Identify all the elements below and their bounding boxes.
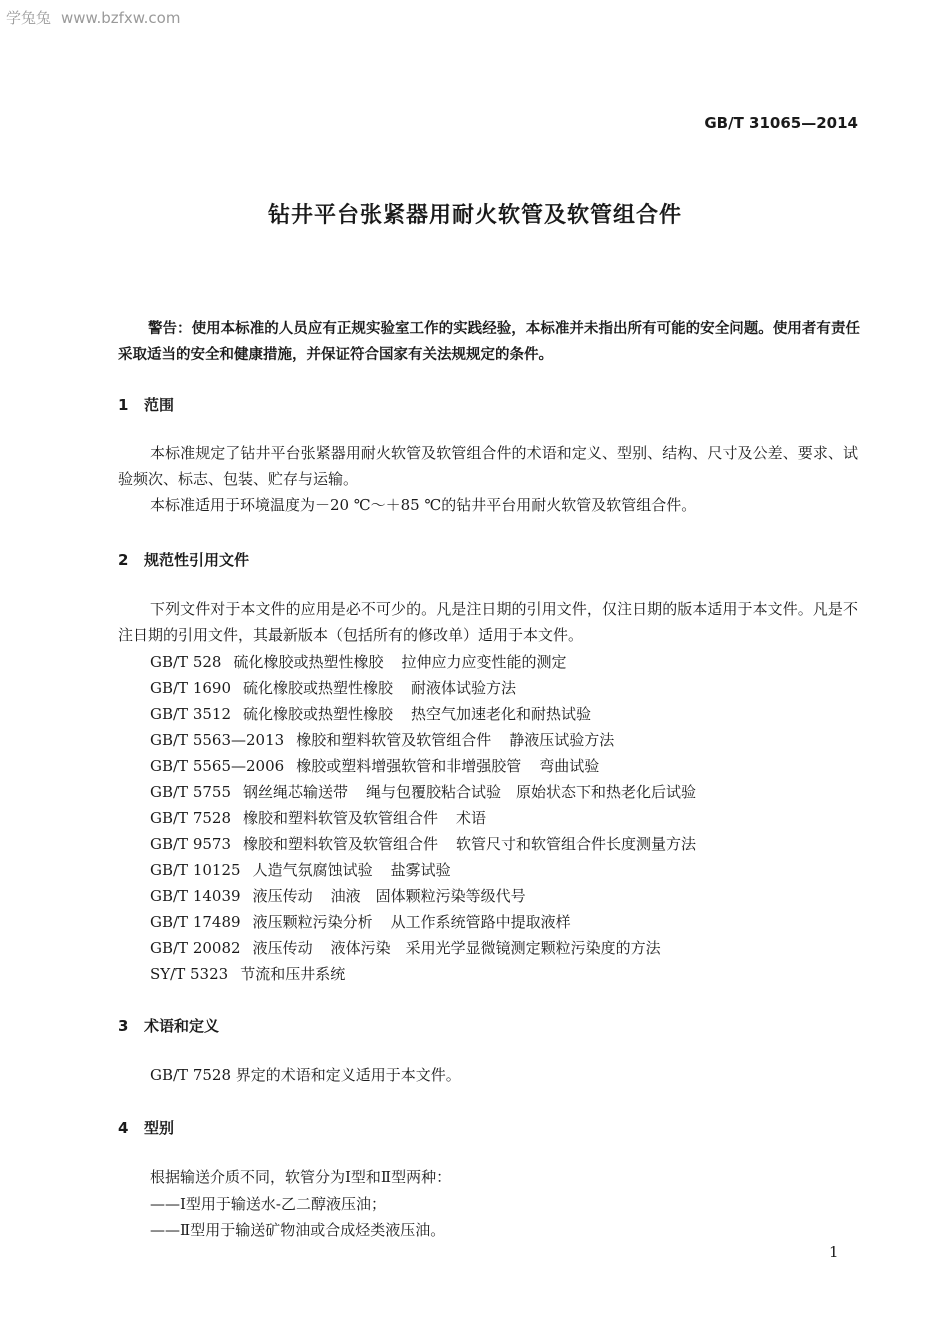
section-number: 3: [118, 1017, 129, 1035]
reference-code: GB/T 10125: [150, 861, 241, 879]
reference-code: GB/T 17489: [150, 913, 241, 931]
reference-code: GB/T 7528: [150, 809, 232, 827]
reference-title-part: 静液压试验方法: [509, 731, 615, 749]
reference-title-part: 硫化橡胶或热塑性橡胶: [243, 705, 394, 723]
reference-title-part: 油液 固体颗粒污染等级代号: [330, 887, 526, 905]
reference-item: [150, 807, 486, 828]
reference-title-part: 橡胶和塑料软管及软管组合件: [296, 731, 492, 749]
page-number: 1: [829, 1243, 839, 1261]
reference-code: GB/T 1690: [150, 679, 232, 697]
reference-title-part: 液压颗粒污染分析: [252, 913, 373, 931]
terms-paragraph: GB/T 7528 界定的术语和定义适用于本文件。: [150, 1066, 461, 1084]
reference-code: SY/T 5323: [150, 965, 229, 983]
reference-title-part: 热空气加速老化和耐热试验: [411, 705, 592, 723]
reference-title-part: 拉伸应力应变性能的测定: [401, 653, 567, 671]
section-heading-1: [118, 394, 174, 415]
reference-title-part: 橡胶和塑料软管及软管组合件: [243, 835, 439, 853]
watermark-site: www.bzfxw.com: [61, 9, 181, 27]
type-list-item: ——Ⅱ型用于输送矿物油或合成烃类液压油。: [150, 1221, 446, 1239]
reference-title-part: 软管尺寸和软管组合件长度测量方法: [456, 835, 697, 853]
reference-item: [150, 677, 516, 698]
reference-title-part: 硫化橡胶或热塑性橡胶: [233, 653, 384, 671]
reference-item: [150, 859, 451, 880]
section-number: 4: [118, 1119, 129, 1137]
reference-title-part: 弯曲试验: [539, 757, 600, 775]
reference-title-part: 液压传动: [252, 939, 313, 957]
reference-item: [150, 885, 526, 906]
document-title: 钻井平台张紧器用耐火软管及软管组合件: [267, 203, 682, 228]
section-heading-2: [118, 549, 249, 570]
reference-title-part: 橡胶或塑料增强软管和非增强胶管: [296, 757, 522, 775]
reference-code: GB/T 5563—2013: [150, 731, 285, 749]
reference-title-part: 人造气氛腐蚀试验: [252, 861, 373, 879]
section-title: 型别: [144, 1119, 175, 1137]
reference-item: [150, 781, 696, 802]
reference-title-part: 液体污染 采用光学显微镜测定颗粒污染度的方法: [330, 939, 661, 957]
reference-item: [150, 703, 591, 724]
references-intro-paragraph: 下列文件对于本文件的应用是必不可少的。凡是注日期的引用文件，仅注日期的版本适用于本文件。凡是不注日期的引用文件，其最新版本（包括所有的修改单）适用于本文件。: [118, 600, 858, 644]
scope-paragraph-2: 本标准适用于环境温度为－20 ℃～＋85 ℃的钻井平台用耐火软管及软管组合件。: [150, 496, 697, 514]
reference-title-part: 钢丝绳芯输送带: [243, 783, 349, 801]
reference-code: GB/T 14039: [150, 887, 241, 905]
reference-title-part: 从工作系统管路中提取液样: [390, 913, 571, 931]
types-paragraph: 根据输送介质不同，软管分为Ⅰ型和Ⅱ型两种：: [150, 1168, 452, 1186]
section-title: 术语和定义: [144, 1017, 220, 1035]
reference-title-part: 硫化橡胶或热塑性橡胶: [243, 679, 394, 697]
section-number: 2: [118, 551, 129, 569]
section-number: 1: [118, 396, 129, 414]
section-title: 范围: [144, 396, 175, 414]
reference-title-part: 术语: [456, 809, 487, 827]
reference-item: [150, 729, 614, 750]
reference-item: [150, 755, 599, 776]
type-list-item: ——Ⅰ型用于输送水-乙二醇液压油；: [150, 1195, 386, 1213]
reference-title-part: 绳与包覆胶粘合试验 原始状态下和热老化后试验: [366, 783, 697, 801]
reference-title-part: 节流和压井系统: [240, 965, 346, 983]
reference-item: [150, 937, 661, 958]
reference-code: GB/T 528: [150, 653, 222, 671]
section-title: 规范性引用文件: [144, 551, 250, 569]
standard-code: GB/T 31065—2014: [704, 114, 858, 132]
section-heading-3: [118, 1015, 219, 1036]
warning-paragraph: 警告：使用本标准的人员应有正规实验室工作的实践经验，本标准并未指出所有可能的安全问题。使用者有责任采取适当的安全和健康措施，并保证符合国家有关法规规定的条件。: [118, 321, 860, 363]
reference-item: [150, 651, 567, 672]
section-heading-4: [118, 1117, 174, 1138]
reference-item: [150, 963, 363, 984]
scope-paragraph-1: 本标准规定了钻井平台张紧器用耐火软管及软管组合件的术语和定义、型别、结构、尺寸及公差、要求、试验频次、标志、包装、贮存与运输。: [118, 444, 858, 488]
reference-item: [150, 911, 571, 932]
reference-title-part: 耐液体试验方法: [411, 679, 517, 697]
reference-item: [150, 833, 696, 854]
watermark: [6, 7, 180, 28]
reference-code: GB/T 5755: [150, 783, 232, 801]
watermark-brand: 学兔兔: [6, 9, 52, 27]
reference-code: GB/T 5565—2006: [150, 757, 285, 775]
reference-code: GB/T 20082: [150, 939, 241, 957]
reference-title-part: 盐雾试验: [390, 861, 451, 879]
reference-code: GB/T 9573: [150, 835, 232, 853]
reference-title-part: 液压传动: [252, 887, 313, 905]
reference-code: GB/T 3512: [150, 705, 232, 723]
reference-title-part: 橡胶和塑料软管及软管组合件: [243, 809, 439, 827]
